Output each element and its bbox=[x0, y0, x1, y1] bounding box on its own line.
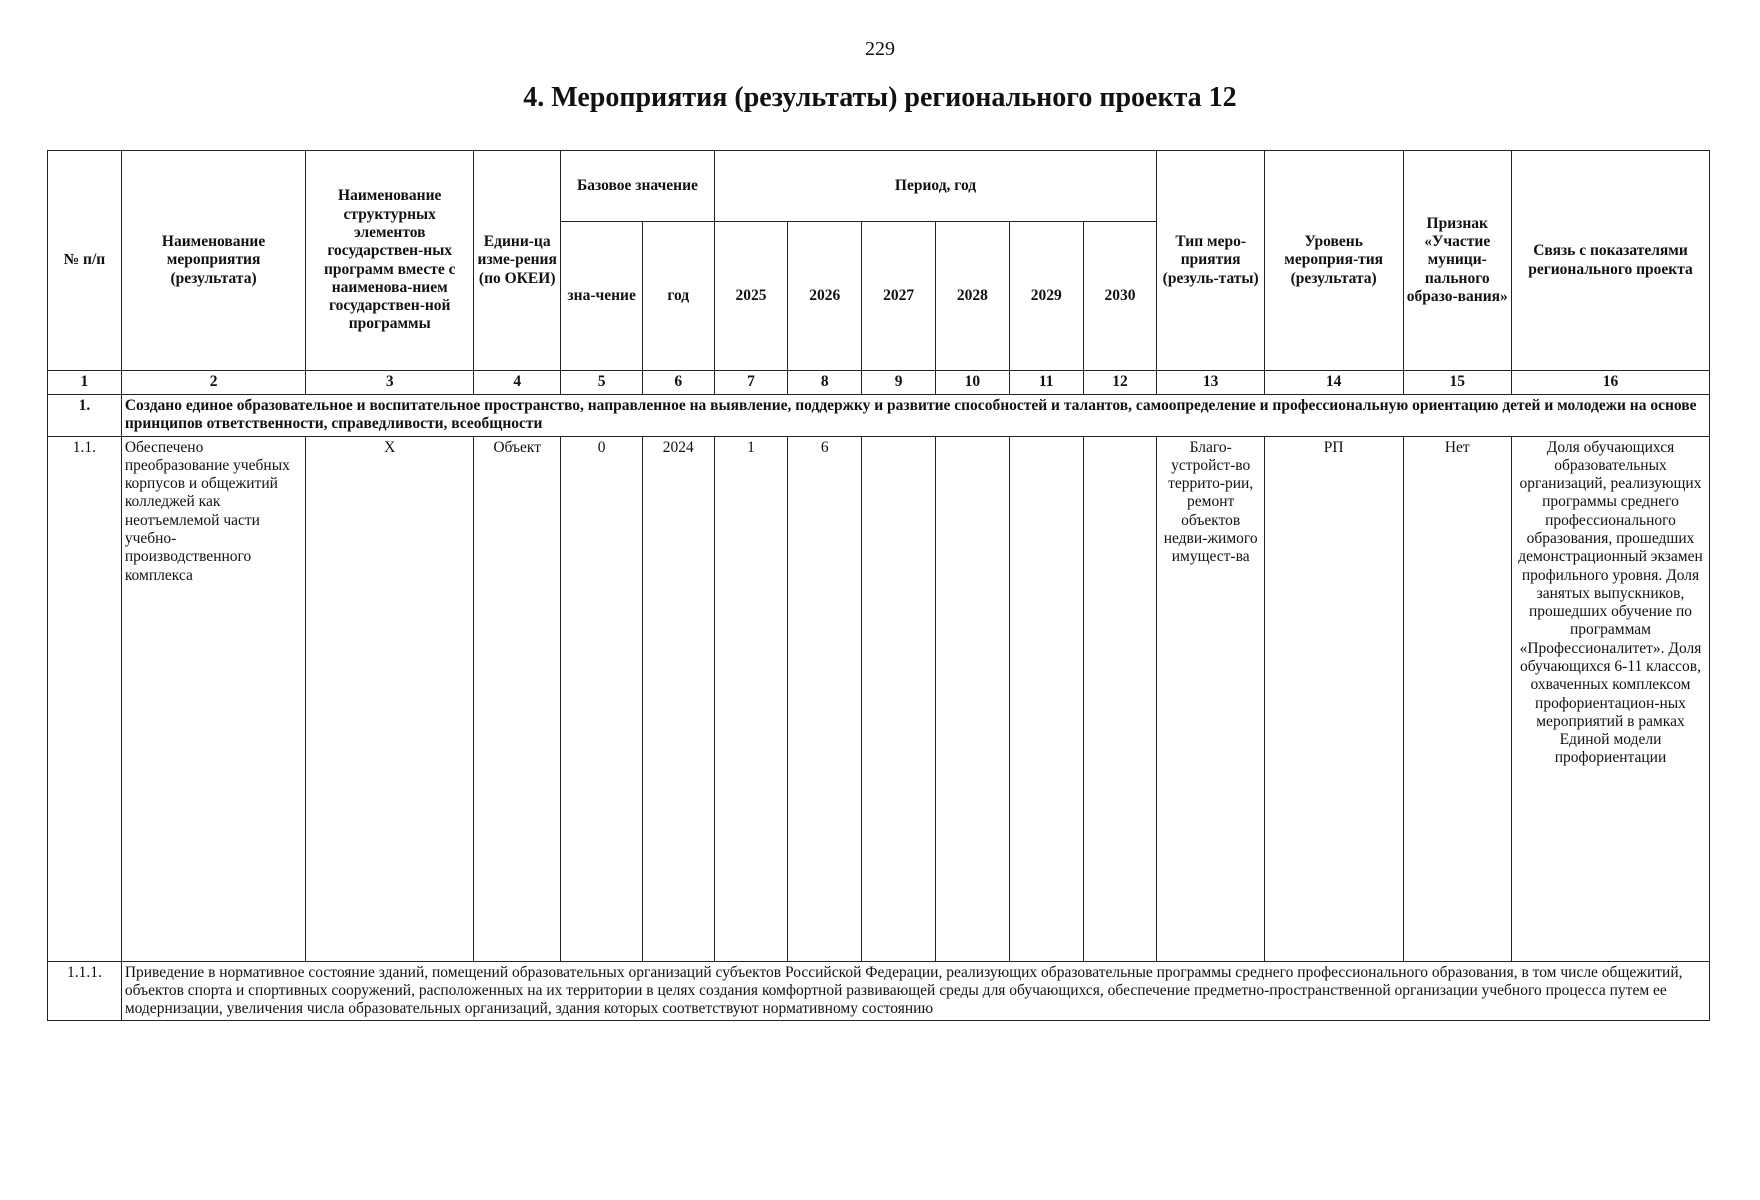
header-link: Связь с показателями регионального проекта bbox=[1511, 151, 1709, 371]
table-row bbox=[48, 436, 1710, 961]
subrow-num: 1.1.1. bbox=[48, 961, 122, 1021]
header-year-2030: 2030 bbox=[1083, 222, 1157, 371]
column-number: 1 bbox=[48, 371, 122, 395]
column-number: 8 bbox=[788, 371, 862, 395]
row-value-2029 bbox=[1009, 436, 1083, 961]
column-number: 4 bbox=[474, 371, 561, 395]
row-base-year: 2024 bbox=[642, 436, 714, 961]
header-unit: Едини-ца изме-рения (по ОКЕИ) bbox=[474, 151, 561, 371]
header-base-year: год bbox=[642, 222, 714, 371]
section-num: 1. bbox=[48, 395, 122, 437]
header-level: Уровень мероприя-тия (результата) bbox=[1264, 151, 1403, 371]
section-row bbox=[48, 395, 1710, 437]
header-year-2028: 2028 bbox=[935, 222, 1009, 371]
row-value-2030 bbox=[1083, 436, 1157, 961]
subrow-text: Приведение в нормативное состояние зданий, помещений образовательных организаций субъектов Российской Федерации, реализующих образовательные программы среднего профессионального образования, в том числе общежитий, объектов спорта и спортивных сооружений, расположенных на их территории в целях создания комфортной развивающей среды для обучающихся, обеспечение предметно-пространственной организации учебного процесса путем ее модернизации, увеличения числа образовательных организаций, здания которых соответствуют нормативному состоянию bbox=[121, 961, 1709, 1021]
column-number: 9 bbox=[862, 371, 936, 395]
column-number: 13 bbox=[1157, 371, 1264, 395]
header-base-value: зна-чение bbox=[561, 222, 643, 371]
header-year-2025: 2025 bbox=[714, 222, 788, 371]
header-municipal: Признак «Участие муници-пального образо-вания» bbox=[1403, 151, 1511, 371]
row-municipal: Нет bbox=[1403, 436, 1511, 961]
column-number: 15 bbox=[1403, 371, 1511, 395]
header-struct: Наименование структурных элементов государствен-ных программ вместе с наименова-нием государствен-ной программы bbox=[306, 151, 474, 371]
column-number: 16 bbox=[1511, 371, 1709, 395]
row-num: 1.1. bbox=[48, 436, 122, 961]
column-number: 12 bbox=[1083, 371, 1157, 395]
row-name: Обеспечено преобразование учебных корпусов и общежитий колледжей как неотъемлемой части учебно-производственного комплекса bbox=[121, 436, 306, 961]
row-value-2026: 6 bbox=[788, 436, 862, 961]
header-year-2029: 2029 bbox=[1009, 222, 1083, 371]
column-number: 2 bbox=[121, 371, 306, 395]
header-type: Тип меро-приятия (резуль-таты) bbox=[1157, 151, 1264, 371]
column-number: 6 bbox=[642, 371, 714, 395]
row-value-2025: 1 bbox=[714, 436, 788, 961]
row-struct: Х bbox=[306, 436, 474, 961]
row-unit: Объект bbox=[474, 436, 561, 961]
header-name: Наименование мероприятия (результата) bbox=[121, 151, 306, 371]
header-period: Период, год bbox=[714, 151, 1157, 222]
column-number: 3 bbox=[306, 371, 474, 395]
row-value-2028 bbox=[935, 436, 1009, 961]
column-number: 10 bbox=[935, 371, 1009, 395]
row-type: Благо-устройст-во террито-рии, ремонт объектов недви-жимого имущест-ва bbox=[1157, 436, 1264, 961]
subrow bbox=[48, 961, 1710, 1021]
column-number: 11 bbox=[1009, 371, 1083, 395]
section-text: Создано единое образовательное и воспитательное пространство, направленное на выявление, поддержку и развитие способностей и талантов, самоопределение и профессиональную ориентацию детей и молодежи на основе принципов ответственности, справедливости, всеобщности bbox=[121, 395, 1709, 437]
column-number: 14 bbox=[1264, 371, 1403, 395]
header-year-2027: 2027 bbox=[862, 222, 936, 371]
row-base-value: 0 bbox=[561, 436, 643, 961]
column-number: 7 bbox=[714, 371, 788, 395]
header-year-2026: 2026 bbox=[788, 222, 862, 371]
page-number: 229 bbox=[865, 38, 895, 60]
column-number-row bbox=[48, 371, 1710, 395]
row-level: РП bbox=[1264, 436, 1403, 961]
header-base: Базовое значение bbox=[561, 151, 714, 222]
row-value-2027 bbox=[862, 436, 936, 961]
measures-table bbox=[47, 150, 1710, 1021]
row-link: Доля обучающихся образовательных организаций, реализующих программы среднего профессионального образования, прошедших демонстрационный экзамен профильного уровня. Доля занятых выпускников, прошедших обучение по программам «Профессионалитет». Доля обучающихся 6-11 классов, охваченных комплексом профориентацион-ных мероприятий в рамках Единой модели профориентации bbox=[1511, 436, 1709, 961]
column-number: 5 bbox=[561, 371, 643, 395]
page-title: 4. Мероприятия (результаты) регионального проекта 12 bbox=[523, 82, 1237, 113]
header-num: № п/п bbox=[48, 151, 122, 371]
